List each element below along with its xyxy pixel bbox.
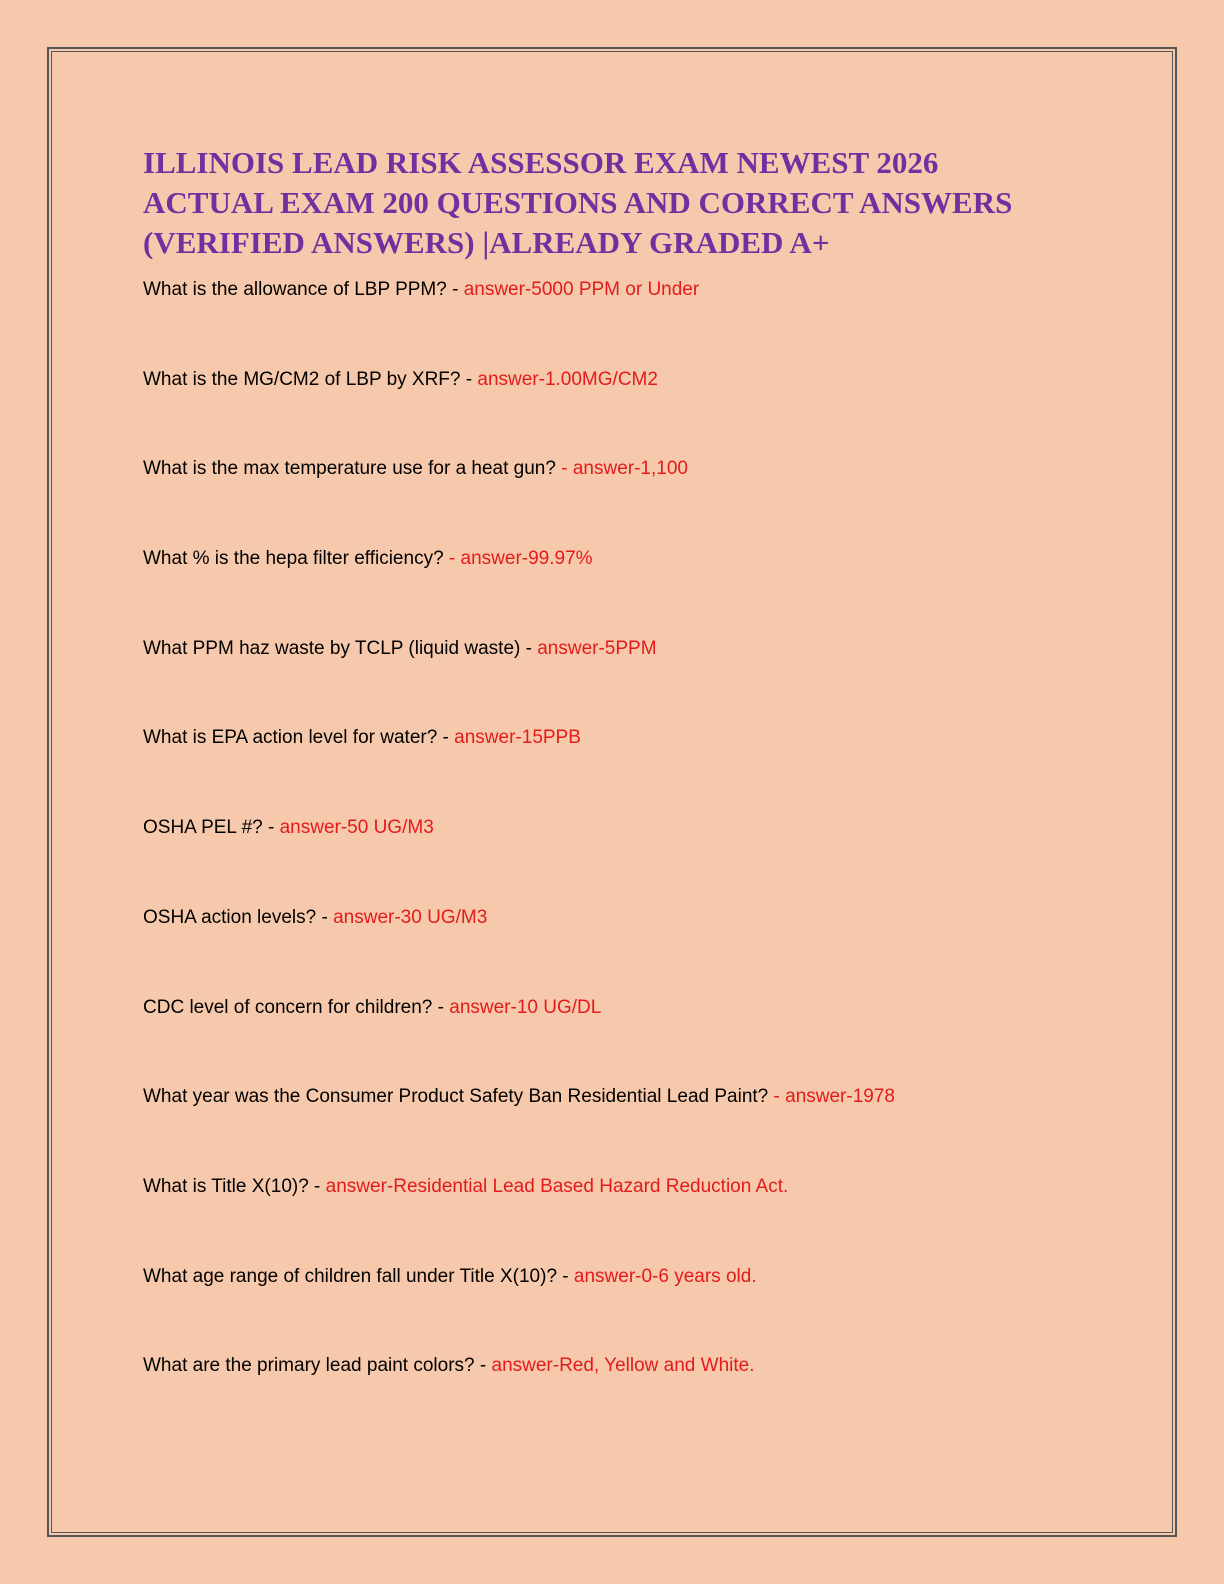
qa-item xyxy=(143,816,1143,906)
question-text: What is EPA action level for water? - xyxy=(143,727,455,749)
answer-text: answer-15PPB xyxy=(454,727,581,749)
qa-list xyxy=(143,278,1143,1444)
qa-item xyxy=(143,1354,1143,1444)
answer-text: answer-30 UG/M3 xyxy=(333,906,488,928)
title-line-1: ILLINOIS LEAD RISK ASSESSOR EXAM NEWEST 2026 xyxy=(143,145,939,180)
document-header xyxy=(143,143,1093,263)
answer-text: answer-Red, Yellow and White. xyxy=(491,1355,755,1377)
question-text: CDC level of concern for children? - xyxy=(143,996,450,1018)
answer-text: answer-5PPM xyxy=(537,637,657,659)
answer-text: - answer-1978 xyxy=(773,1086,895,1108)
answer-text: - answer-1,100 xyxy=(561,458,688,480)
answer-text: answer-5000 PPM or Under xyxy=(463,279,700,300)
question-text: What is the max temperature use for a heat gun? xyxy=(143,458,562,480)
qa-item xyxy=(143,278,1143,368)
answer-text: answer-0-6 years old. xyxy=(573,1265,757,1287)
question-text: What year was the Consumer Product Safety Ban Residential Lead Paint? xyxy=(143,1086,774,1108)
title-line-2: ACTUAL EXAM 200 QUESTIONS AND CORRECT ANSWERS xyxy=(143,185,1013,220)
qa-item xyxy=(143,726,1143,816)
qa-item xyxy=(143,547,1143,637)
question-text: What is the allowance of LBP PPM? - xyxy=(143,279,464,300)
title-line-3: (VERIFIED ANSWERS) |ALREADY GRADED A+ xyxy=(143,225,830,260)
question-text: What are the primary lead paint colors? - xyxy=(143,1355,492,1377)
question-text: What % is the hepa filter efficiency? xyxy=(143,548,449,570)
answer-text: answer-1.00MG/CM2 xyxy=(477,368,658,390)
qa-item xyxy=(143,1265,1143,1355)
question-text: What is Title X(10)? - xyxy=(143,1175,326,1197)
question-text: What is the MG/CM2 of LBP by XRF? - xyxy=(143,368,478,390)
qa-item xyxy=(143,906,1143,996)
answer-text: answer-10 UG/DL xyxy=(449,996,602,1018)
qa-item xyxy=(143,637,1143,727)
qa-item xyxy=(143,1085,1143,1175)
question-text: What PPM haz waste by TCLP (liquid waste) - xyxy=(143,637,538,659)
qa-item xyxy=(143,368,1143,458)
qa-item xyxy=(143,996,1143,1086)
question-text: What age range of children fall under Title X(10)? - xyxy=(143,1265,574,1287)
qa-item xyxy=(143,457,1143,547)
answer-text: answer-Residential Lead Based Hazard Reduction Act. xyxy=(325,1175,789,1197)
document-title xyxy=(143,143,1093,263)
qa-item xyxy=(143,1175,1143,1265)
question-text: OSHA PEL #? - xyxy=(143,817,280,839)
answer-text: - answer-99.97% xyxy=(448,548,593,570)
answer-text: answer-50 UG/M3 xyxy=(279,817,434,839)
question-text: OSHA action levels? - xyxy=(143,906,334,928)
